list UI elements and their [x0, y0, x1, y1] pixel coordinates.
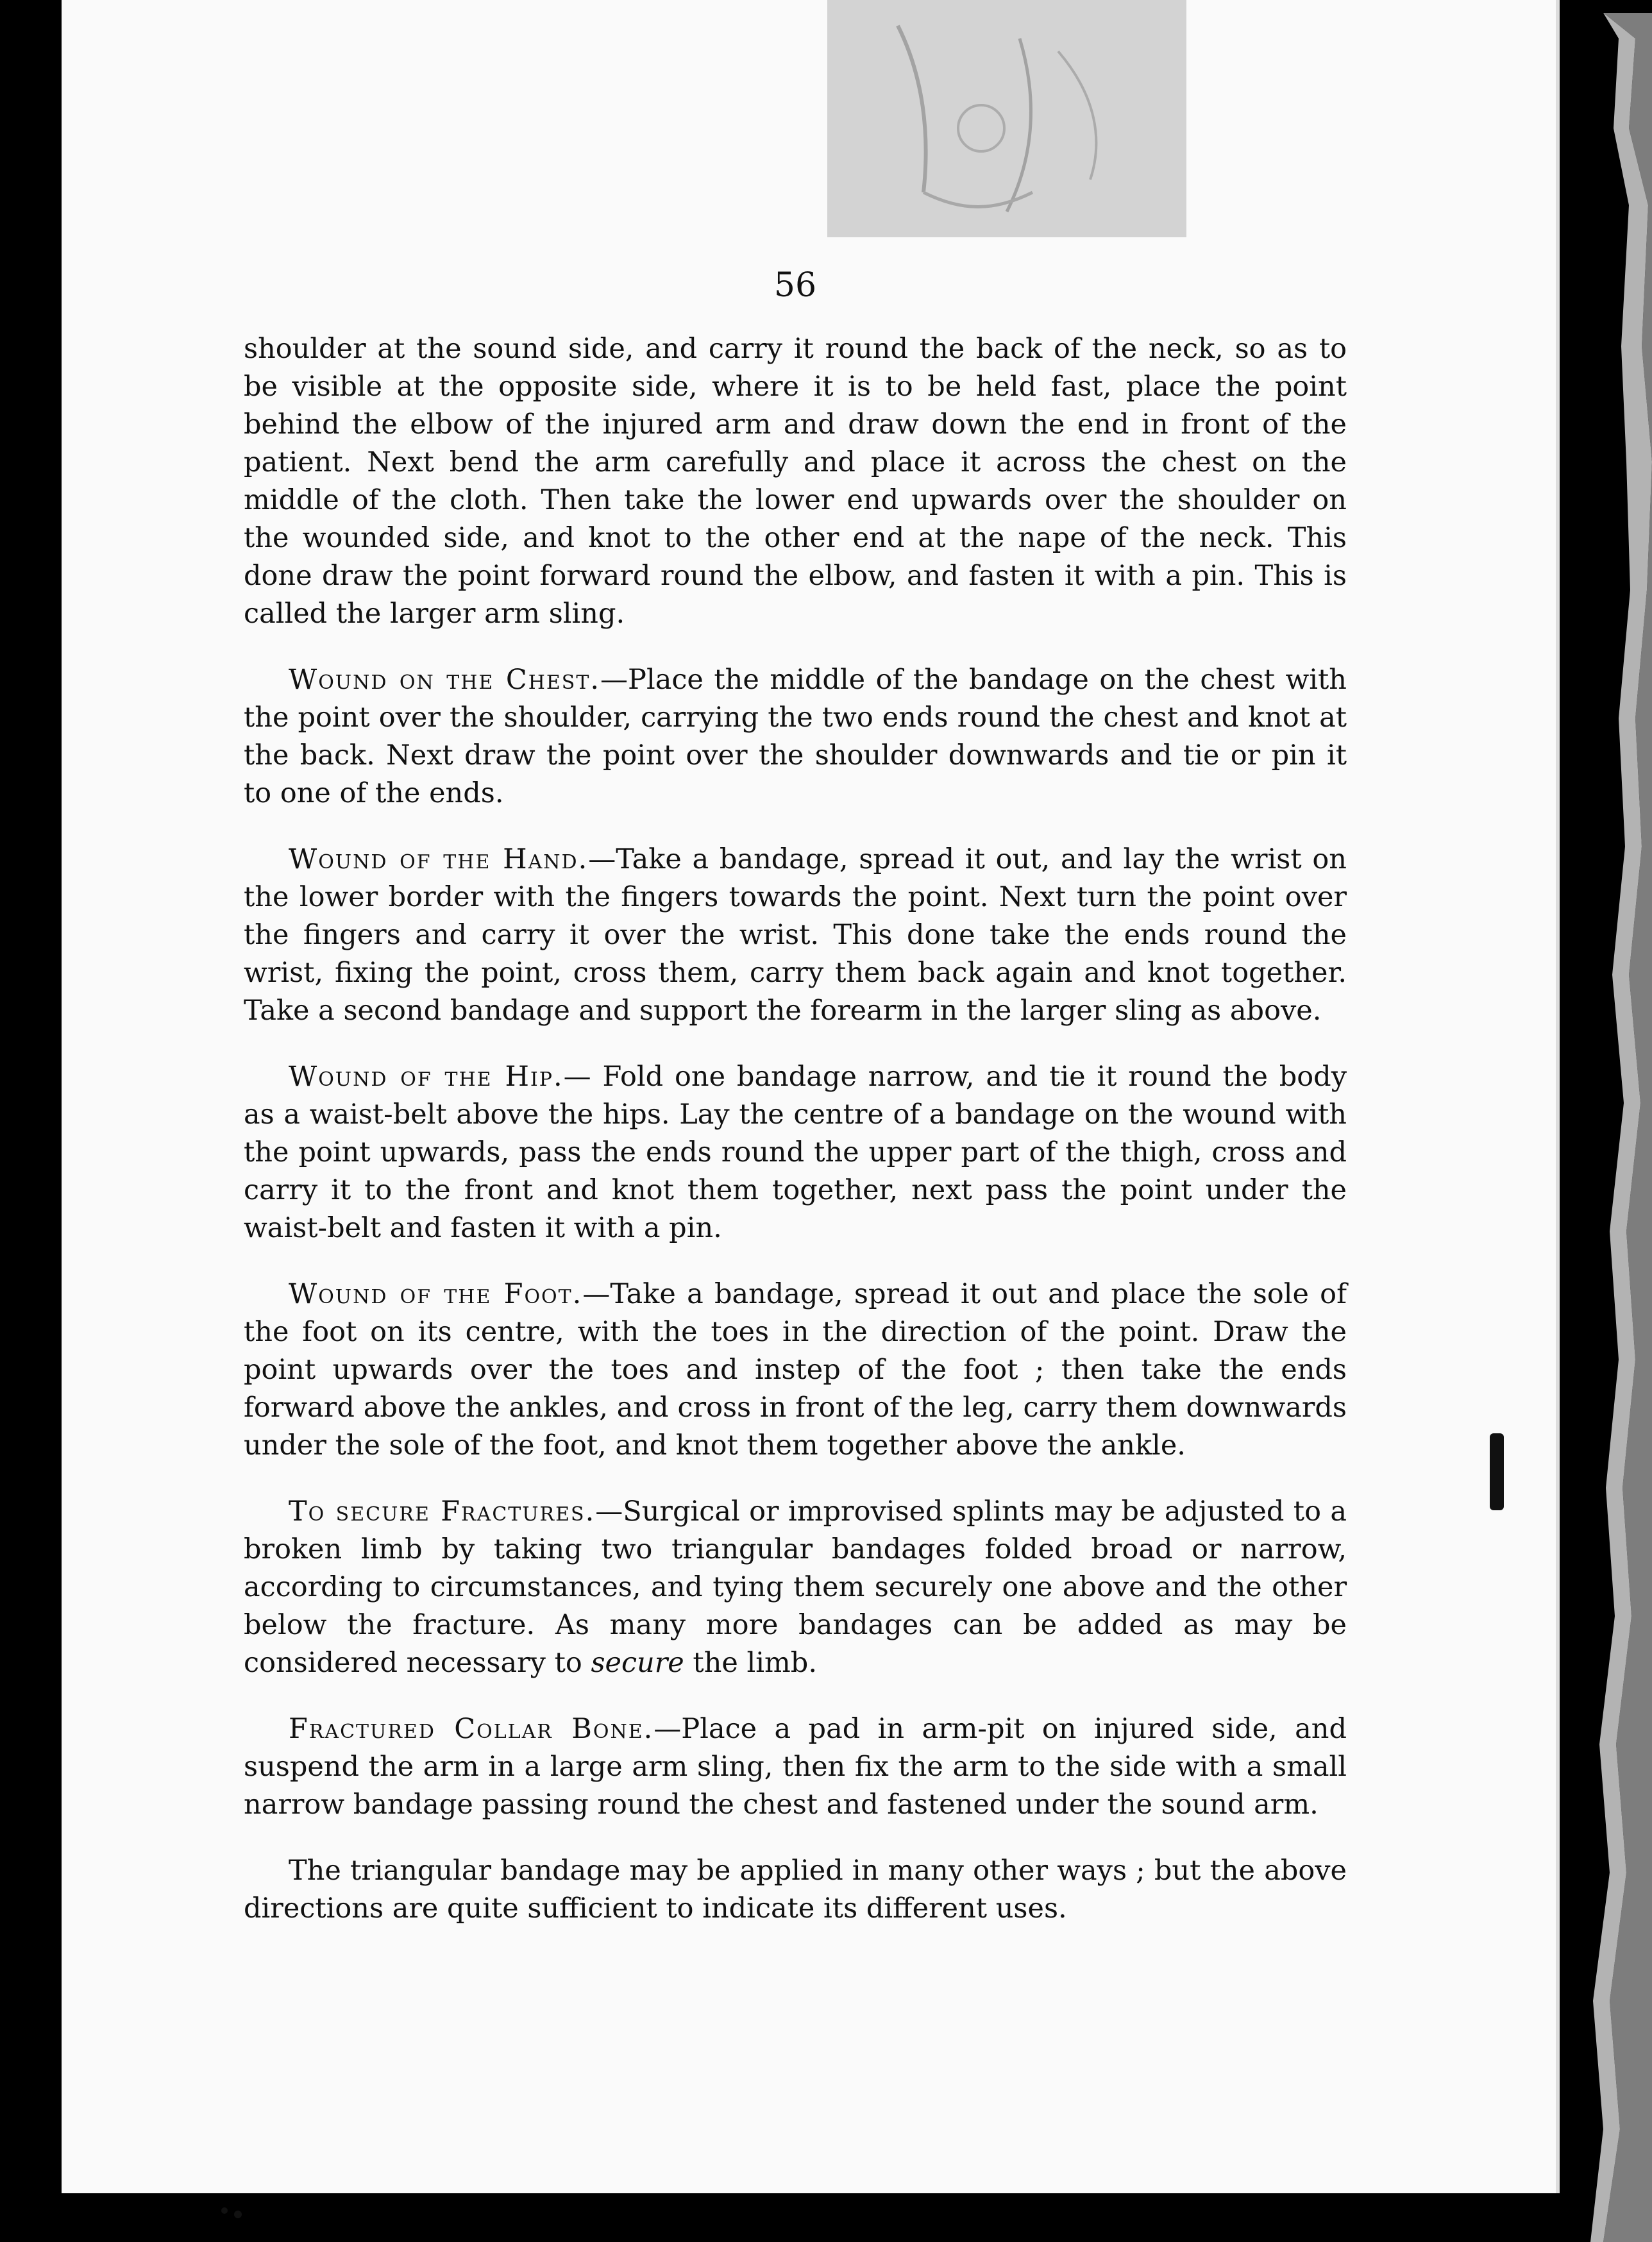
- paragraph-text: The triangular bandage may be applied in many other ways ; but the above directions are quite sufficient to indicate its different uses.: [244, 1855, 1347, 1925]
- dust-speck: [234, 2211, 242, 2218]
- paragraph-wound-foot: [244, 1276, 1347, 1465]
- paragraph-text: —Place the middle of the bandage on the chest with the point over the shoulder, carrying the two ends round the chest and knot at the back. Next draw the point over the shoulder downwards and tie or pin it to one of the ends.: [244, 664, 1347, 809]
- paragraph-text: —Take a bandage, spread it out and place the sole of the foot on its centre, with the toes in the direction of the point. Draw the point upwards over the toes and instep of the foot ; then take the ends forward above the ankles, and cross in front of the leg, carry them downwards under the sole of the foot, and knot them together above the ankle.: [244, 1278, 1347, 1462]
- emphasized-word: secure: [591, 1647, 684, 1679]
- section-heading: Fractured Collar Bone.: [289, 1713, 654, 1745]
- section-heading: To secure Fractures.: [289, 1496, 596, 1528]
- paragraph-wound-hip: [244, 1058, 1347, 1247]
- section-heading: Wound of the Hip.: [289, 1061, 564, 1093]
- paragraph-text: —Surgical or improvised splints may be adjusted to a broken limb by taking two triangular bandages folded broad or narrow, according to circumstances, and tying them securely one above and the other below the fracture. As many more bandages can be added as may be considered necessary to: [244, 1496, 1347, 1679]
- page-text: [244, 231, 1347, 1988]
- paragraph-text: — Fold one bandage narrow, and tie it round the body as a waist-belt above the hips. Lay the centre of a bandage on the wound with the point upwards, pass the ends round the upper part of the thigh, cross and carry it to the front and knot them together, next pass the point under the waist-belt and fasten it with a pin.: [244, 1061, 1347, 1244]
- section-heading: Wound of the Hand.: [289, 843, 589, 875]
- paragraph-arm-sling-continued: [244, 330, 1347, 633]
- section-heading: Wound of the Foot.: [289, 1278, 583, 1310]
- paragraph-text: —Take a bandage, spread it out, and lay the wrist on the lower border with the fingers towards the point. Next turn the point over the fingers and carry it over the wrist. This done take the ends round the wrist, fixing the point, cross them, carry them back again and knot together. Take a second bandage and support the forearm in the larger sling as above.: [244, 843, 1347, 1027]
- paragraph-text: shoulder at the sound side, and carry it round the back of the neck, so as to be visible at the opposite side, where it is to be held fast, place the point behind the elbow of the injured arm and draw down the end in front of the patient. Next bend the arm carefully and place it across the chest on the middle of the cloth. Then take the lower end upwards over the shoulder on the wounded side, and knot to the other end at the nape of the neck. This done draw the point forward round the elbow, and fasten it with a pin. This is called the larger arm sling.: [244, 333, 1347, 630]
- paragraph-closing-note: [244, 1852, 1347, 1928]
- paragraph-wound-hand: [244, 841, 1347, 1030]
- paragraph-secure-fractures: [244, 1493, 1347, 1682]
- torn-paper-edge: [1565, 13, 1652, 2242]
- paragraph-wound-chest: [244, 661, 1347, 813]
- library-stamp-image: [827, 0, 1186, 237]
- page-number: 56: [773, 266, 817, 305]
- paragraph-collar-bone: [244, 1710, 1347, 1824]
- dust-speck: [221, 2207, 228, 2214]
- margin-ink-mark: [1490, 1433, 1504, 1510]
- paragraph-text: the limb.: [684, 1647, 817, 1679]
- section-heading: Wound on the Chest.: [289, 664, 601, 696]
- paragraph-text: —Place a pad in arm-pit on injured side, and suspend the arm in a large arm sling, then fix the arm to the side with a small narrow bandage passing round the chest and fastened under the sound arm.: [244, 1713, 1347, 1821]
